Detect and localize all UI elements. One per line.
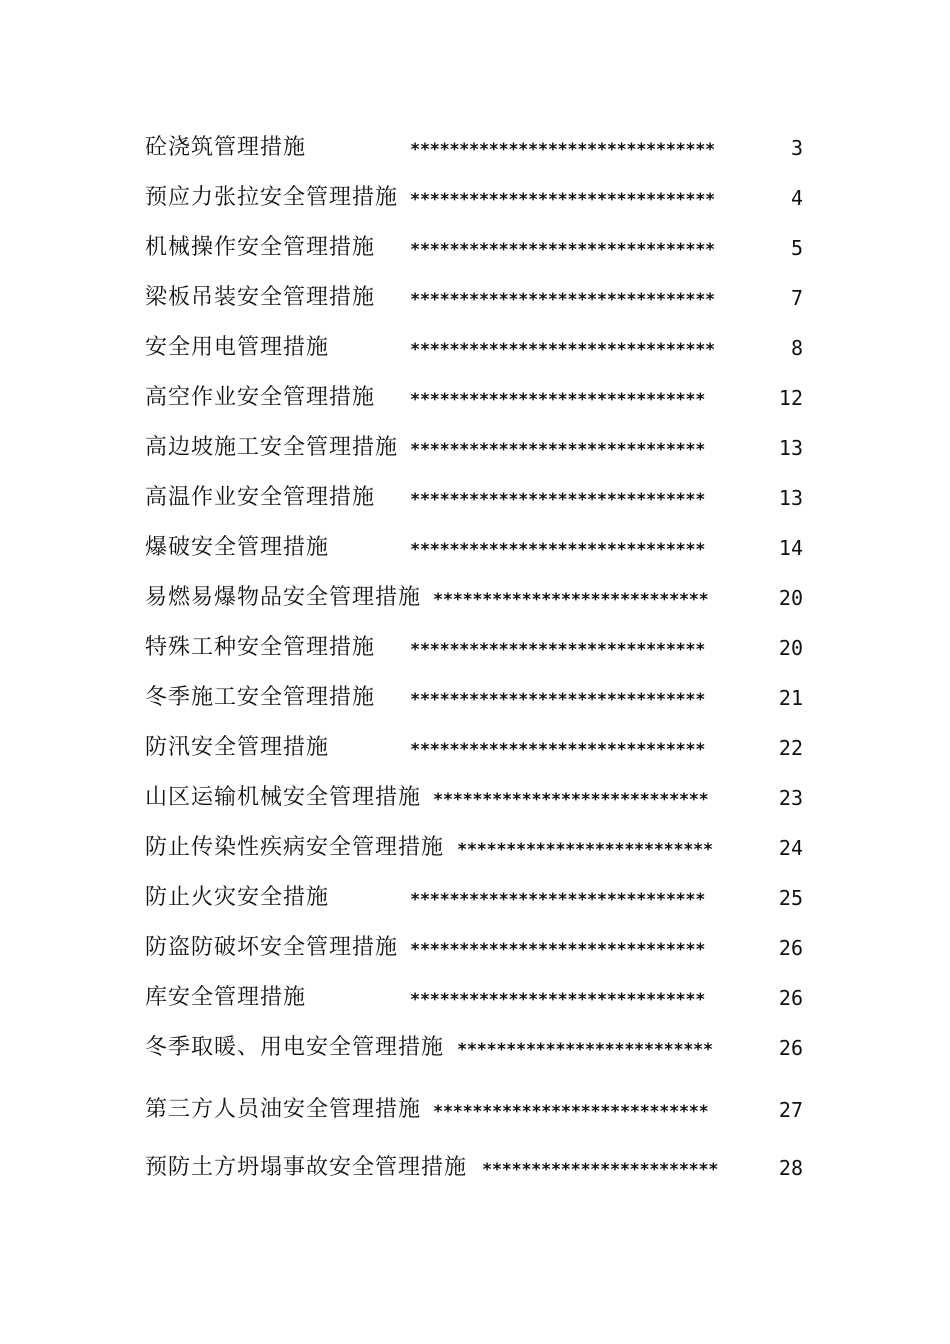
toc-entry-title: 砼浇筑管理措施 [145, 135, 307, 160]
toc-entry-leader: **************************** [433, 790, 709, 810]
toc-entry-page-number: 3 [790, 136, 803, 160]
toc-entry-title: 特殊工种安全管理措施 [145, 635, 376, 660]
toc-entry [145, 178, 815, 218]
toc-entry-title: 防盗防破坏安全管理措施 [145, 935, 399, 960]
toc-entry [145, 278, 815, 318]
toc-entry [145, 828, 815, 868]
toc-entry-leader: ****************************** [410, 490, 706, 510]
toc-entry [145, 328, 815, 368]
toc-entry-page-number: 12 [778, 386, 803, 410]
toc-entry-title: 库安全管理措施 [145, 985, 307, 1010]
toc-entry [145, 478, 815, 518]
toc-entry-title: 安全用电管理措施 [145, 335, 330, 360]
toc-entry-leader: ************************** [457, 1040, 713, 1060]
toc-entry-page-number: 14 [778, 536, 803, 560]
toc-entry-leader: ****************************** [410, 690, 706, 710]
toc-entry-page-number: 22 [778, 736, 803, 760]
toc-entry [145, 1148, 815, 1188]
toc-entry [145, 728, 815, 768]
toc-entry-page-number: 24 [778, 836, 803, 860]
toc-entry-page-number: 20 [778, 636, 803, 660]
toc-entry-leader: ******************************* [410, 140, 715, 160]
toc-entry-leader: **************************** [433, 590, 709, 610]
toc-entry-page-number: 26 [778, 936, 803, 960]
toc-entry-page-number: 13 [778, 486, 803, 510]
toc-entry-page-number: 20 [778, 586, 803, 610]
toc-entry-page-number: 26 [778, 986, 803, 1010]
toc-entry [145, 1028, 815, 1068]
toc-entry-title: 高空作业安全管理措施 [145, 385, 376, 410]
toc-entry-leader: ****************************** [410, 540, 706, 560]
toc-entry [145, 928, 815, 968]
toc-entry-title: 山区运输机械安全管理措施 [145, 785, 422, 810]
toc-entry-title: 高温作业安全管理措施 [145, 485, 376, 510]
toc-entry-title: 梁板吊装安全管理措施 [145, 285, 376, 310]
toc-entry-page-number: 8 [790, 336, 803, 360]
toc-entry [145, 778, 815, 818]
toc-entry-leader: ******************************* [410, 340, 715, 360]
toc-entry [145, 578, 815, 618]
toc-entry-title: 防汛安全管理措施 [145, 735, 330, 760]
toc-entry-leader: ****************************** [410, 740, 706, 760]
toc-entry-title: 高边坡施工安全管理措施 [145, 435, 399, 460]
toc-entry-title: 易燃易爆物品安全管理措施 [145, 585, 422, 610]
toc-entry [145, 428, 815, 468]
toc-entry-leader: ************************** [457, 840, 713, 860]
toc-entry-title: 防止传染性疾病安全管理措施 [145, 835, 445, 860]
toc-entry-page-number: 27 [778, 1098, 803, 1122]
toc-entry-title: 机械操作安全管理措施 [145, 235, 376, 260]
toc-entry [145, 228, 815, 268]
toc-entry [145, 678, 815, 718]
toc-entry-page-number: 26 [778, 1036, 803, 1060]
toc-entry-leader: ****************************** [410, 990, 706, 1010]
toc-entry-leader: ******************************* [410, 290, 715, 310]
toc-entry-title: 预应力张拉安全管理措施 [145, 185, 399, 210]
toc-entry-title: 爆破安全管理措施 [145, 535, 330, 560]
toc-entry-leader: ************************ [482, 1160, 719, 1180]
toc-entry-leader: ******************************* [410, 190, 715, 210]
toc-entry-page-number: 7 [790, 286, 803, 310]
toc-entry [145, 378, 815, 418]
toc-entry [145, 978, 815, 1018]
toc-entry-leader: **************************** [433, 1102, 709, 1122]
toc-entry-page-number: 5 [790, 236, 803, 260]
toc-entry [145, 1090, 815, 1130]
toc-entry-title: 冬季取暖、用电安全管理措施 [145, 1035, 445, 1060]
toc-entry-title: 冬季施工安全管理措施 [145, 685, 376, 710]
toc-entry-leader: ****************************** [410, 440, 706, 460]
toc-entry-leader: ****************************** [410, 940, 706, 960]
toc-entry-page-number: 4 [790, 186, 803, 210]
toc-entry [145, 128, 815, 168]
toc-entry [145, 628, 815, 668]
toc-entry-leader: ****************************** [410, 890, 706, 910]
toc-entry-leader: ******************************* [410, 240, 715, 260]
toc-entry [145, 878, 815, 918]
toc-entry-title: 防止火灾安全措施 [145, 885, 330, 910]
toc-entry-page-number: 25 [778, 886, 803, 910]
toc-entry-page-number: 21 [778, 686, 803, 710]
toc-entry-leader: ****************************** [410, 640, 706, 660]
toc-entry-page-number: 28 [778, 1156, 803, 1180]
toc-entry-page-number: 23 [778, 786, 803, 810]
toc-entry [145, 528, 815, 568]
toc-entry-leader: ****************************** [410, 390, 706, 410]
toc-entry-title: 预防土方坍塌事故安全管理措施 [145, 1155, 468, 1180]
toc-entry-title: 第三方人员油安全管理措施 [145, 1097, 422, 1122]
toc-entry-page-number: 13 [778, 436, 803, 460]
